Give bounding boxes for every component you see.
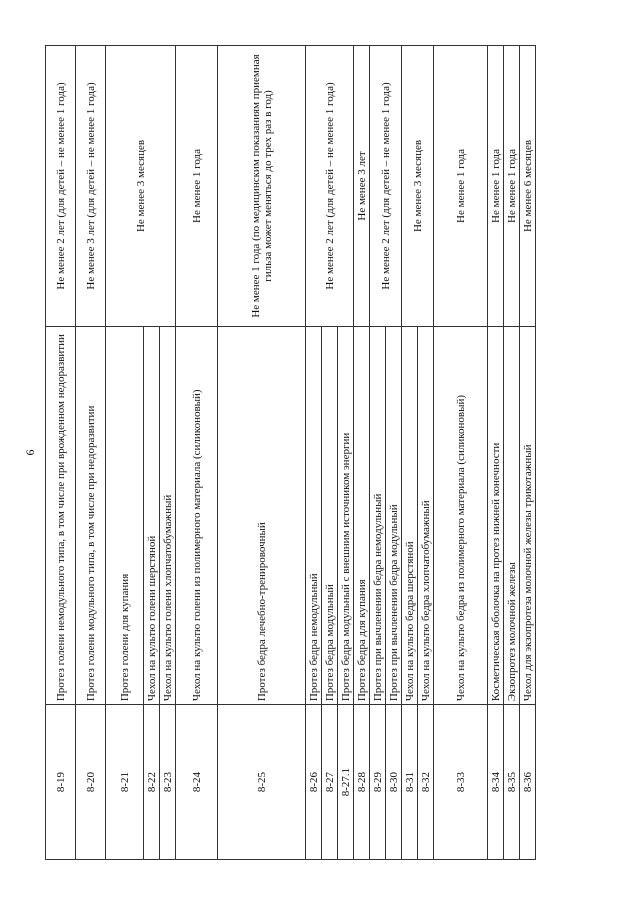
code-cell: 8-22 [144, 705, 160, 860]
term-cell: Не менее 1 года [488, 46, 504, 327]
term-cell: Не менее 1 года [434, 46, 488, 327]
name-cell: Протез голени немодульного типа, в том числе при врожденном недоразвитии [46, 326, 76, 704]
code-cell: 8-26 [306, 705, 322, 860]
name-cell: Чехол на культю бедра из полимерного материала (силиконовый) [434, 326, 488, 704]
name-cell: Протез голени модульного типа, в том числе при недоразвитии [76, 326, 106, 704]
name-cell: Чехол на культю бедра хлопчатобумажный [418, 326, 434, 704]
code-cell: 8-33 [434, 705, 488, 860]
code-cell: 8-31 [402, 705, 418, 860]
term-cell: Не менее 2 лет (для детей – не менее 1 года) [370, 46, 402, 327]
code-cell: 8-24 [176, 705, 218, 860]
name-cell: Протез при вычленении бедра немодульный [370, 326, 386, 704]
term-cell: Не менее 2 лет (для детей – не менее 1 года) [46, 46, 76, 327]
code-cell: 8-34 [488, 705, 504, 860]
name-cell: Чехол для экзопротеза молочной железы трикотажный [520, 326, 536, 704]
term-cell: Не менее 3 лет [354, 46, 370, 327]
code-cell: 8-21 [106, 705, 144, 860]
name-cell: Протез бедра для купания [354, 326, 370, 704]
name-cell: Протез бедра немодульный [306, 326, 322, 704]
code-cell: 8-19 [46, 705, 76, 860]
devices-table [45, 45, 536, 860]
code-cell: 8-20 [76, 705, 106, 860]
name-cell: Протез бедра модульный с внешним источником энергии [338, 326, 354, 704]
code-cell: 8-35 [504, 705, 520, 860]
name-cell: Чехол на культю голени хлопчатобумажный [160, 326, 176, 704]
rotated-page [23, 45, 534, 860]
term-cell: Не менее 1 года (по медицинским показаниям приемная гильза может меняться до трех раз в год) [218, 46, 306, 327]
term-cell: Не менее 3 месяцев [402, 46, 434, 327]
term-cell: Не менее 2 лет (для детей – не менее 1 года) [306, 46, 354, 327]
name-cell: Протез бедра модульный [322, 326, 338, 704]
code-cell: 8-32 [418, 705, 434, 860]
name-cell: Чехол на культю бедра шерстяной [402, 326, 418, 704]
name-cell: Протез бедра лечебно-тренировочный [218, 326, 306, 704]
term-cell: Не менее 1 года [176, 46, 218, 327]
term-cell: Не менее 3 месяцев [106, 46, 176, 327]
code-cell: 8-30 [386, 705, 402, 860]
code-cell: 8-29 [370, 705, 386, 860]
term-cell: Не менее 3 лет (для детей – не менее 1 года) [76, 46, 106, 327]
name-cell: Косметическая оболочка на протез нижней конечности [488, 326, 504, 704]
name-cell: Протез голени для купания [106, 326, 144, 704]
code-cell: 8-25 [218, 705, 306, 860]
name-cell: Протез при вычленении бедра модульный [386, 326, 402, 704]
code-cell: 8-28 [354, 705, 370, 860]
code-cell: 8-27 [322, 705, 338, 860]
term-cell: Не менее 1 года [504, 46, 520, 327]
page-number: 6 [23, 449, 37, 456]
code-cell: 8-23 [160, 705, 176, 860]
code-cell: 8-27.1 [338, 705, 354, 860]
code-cell: 8-36 [520, 705, 536, 860]
term-cell: Не менее 6 месяцев [520, 46, 536, 327]
name-cell: Экзопротез молочной железы [504, 326, 520, 704]
name-cell: Чехол на культю голени из полимерного материала (силиконовый) [176, 326, 218, 704]
name-cell: Чехол на культю голени шерстяной [144, 326, 160, 704]
